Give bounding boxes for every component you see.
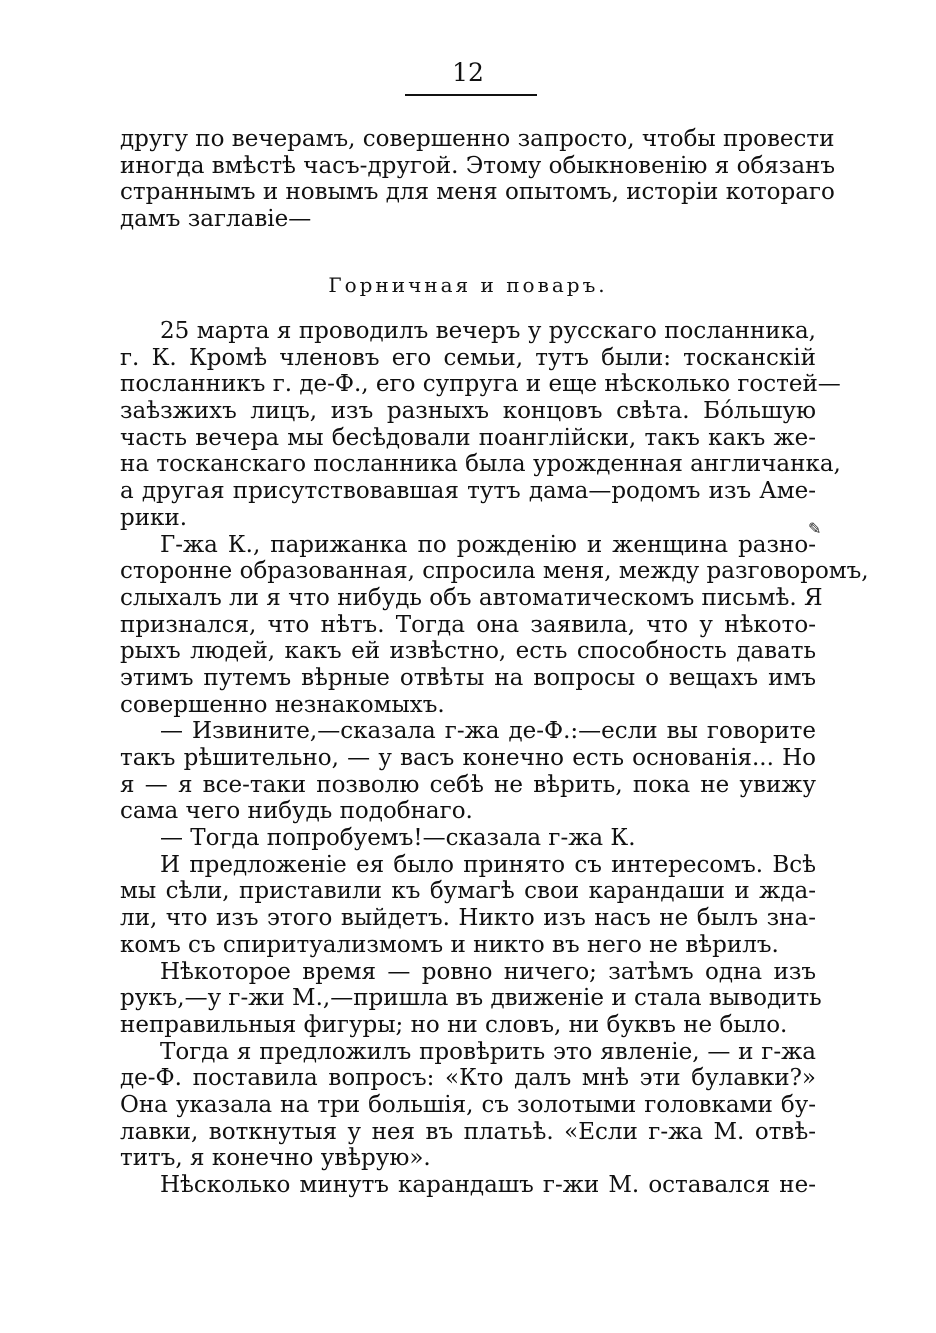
text-line: Г-жа К., парижанка по рожденію и женщина разно- <box>160 531 816 558</box>
text-line: рики. <box>120 504 188 531</box>
text-line: ли, что изъ этого выйдетъ. Никто изъ насъ не былъ зна- <box>120 905 816 932</box>
header-rule <box>405 94 537 96</box>
text-line: — Тогда попробуемъ!—сказала г-жа К. <box>160 825 636 852</box>
text-line: де-Ф. поставила вопросъ: «Кто далъ мнѣ эти булавки?» <box>120 1065 816 1092</box>
text-line: слыхалъ ли я что нибудь объ автоматическомъ письмѣ. Я <box>120 584 823 611</box>
text-line: — Извините,—сказала г-жа де-Ф.:—если вы говорите <box>160 718 816 745</box>
text-line: дамъ заглавіе— <box>120 206 312 233</box>
intro-paragraph <box>120 126 835 233</box>
text-line: страннымъ и новымъ для меня опытомъ, исторіи котораго <box>120 179 835 206</box>
text-line: рукъ,—у г-жи М.,—пришла въ движеніе и стала выводить <box>120 985 822 1012</box>
text-line: И предложеніе ея было принято съ интересомъ. Всѣ <box>160 851 816 878</box>
section-heading: Горничная и поваръ. <box>328 273 608 297</box>
text-line: другу по вечерамъ, совершенно запросто, чтобы провести <box>120 126 835 152</box>
page-number: 12 <box>452 58 484 87</box>
text-line: посланникъ г. де-Ф., его супруга и еще нѣсколько гостей— <box>120 371 841 398</box>
text-line: Тогда я предложилъ провѣрить это явленіе, — и г-жа <box>160 1038 816 1065</box>
text-line: титъ, я конечно увѣрую». <box>120 1145 431 1172</box>
text-line: лавки, воткнутыя у нея въ платьѣ. «Если г-жа М. отвѣ- <box>120 1118 816 1145</box>
text-line: сама чего нибудь подобнаго. <box>120 798 473 825</box>
text-line: я — я все-таки позволю себѣ не вѣрить, пока не увижу <box>120 771 816 798</box>
text-line: мы сѣли, приставили къ бумагѣ свои карандаши и жда- <box>120 878 816 905</box>
text-line: г. К. Кромѣ членовъ его семьи, тутъ были: тосканскій <box>120 344 816 371</box>
text-line: признался, что нѣтъ. Тогда она заявила, что у нѣкото- <box>120 611 816 638</box>
text-line: этимъ путемъ вѣрные отвѣты на вопросы о вещахъ имъ <box>120 664 816 691</box>
pencil-mark-icon: ✎ <box>808 519 822 538</box>
text-line: такъ рѣшительно, — у васъ конечно есть основанія... Но <box>120 745 816 771</box>
text-line: иногда вмѣстѣ часъ-другой. Этому обыкновенію я обязанъ <box>120 152 835 179</box>
text-line: неправильныя фигуры; но ни словъ, ни буквъ не было. <box>120 1011 788 1038</box>
text-line: совершенно незнакомыхъ. <box>120 691 445 718</box>
text-line: Она указала на три большія, съ золотыми головками бу- <box>120 1091 816 1118</box>
text-line: сторонне образованная, спросила меня, между разговоромъ, <box>120 558 869 585</box>
text-line: заѣзжихъ лицъ, изъ разныхъ концовъ свѣта. Бо́льшую <box>120 398 816 425</box>
text-line: а другая присутствовавшая тутъ дама—родомъ изъ Аме- <box>120 478 816 505</box>
text-line: Нѣкоторое время — ровно ничего; затѣмъ одна изъ <box>160 958 816 985</box>
text-line: Нѣсколько минутъ карандашъ г-жи М. оставался не- <box>160 1172 816 1198</box>
text-line: рыхъ людей, какъ ей извѣстно, есть способность давать <box>120 638 816 665</box>
body-text <box>120 318 869 1199</box>
text-line: на тосканскаго посланника была урожденная англичанка, <box>120 451 841 478</box>
text-line: комъ съ спиритуализмомъ и никто въ него не вѣрилъ. <box>120 931 779 958</box>
text-line: часть вечера мы бесѣдовали поанглійски, такъ какъ же- <box>120 424 816 451</box>
text-line: 25 марта я проводилъ вечеръ у русскаго посланника, <box>160 318 816 344</box>
